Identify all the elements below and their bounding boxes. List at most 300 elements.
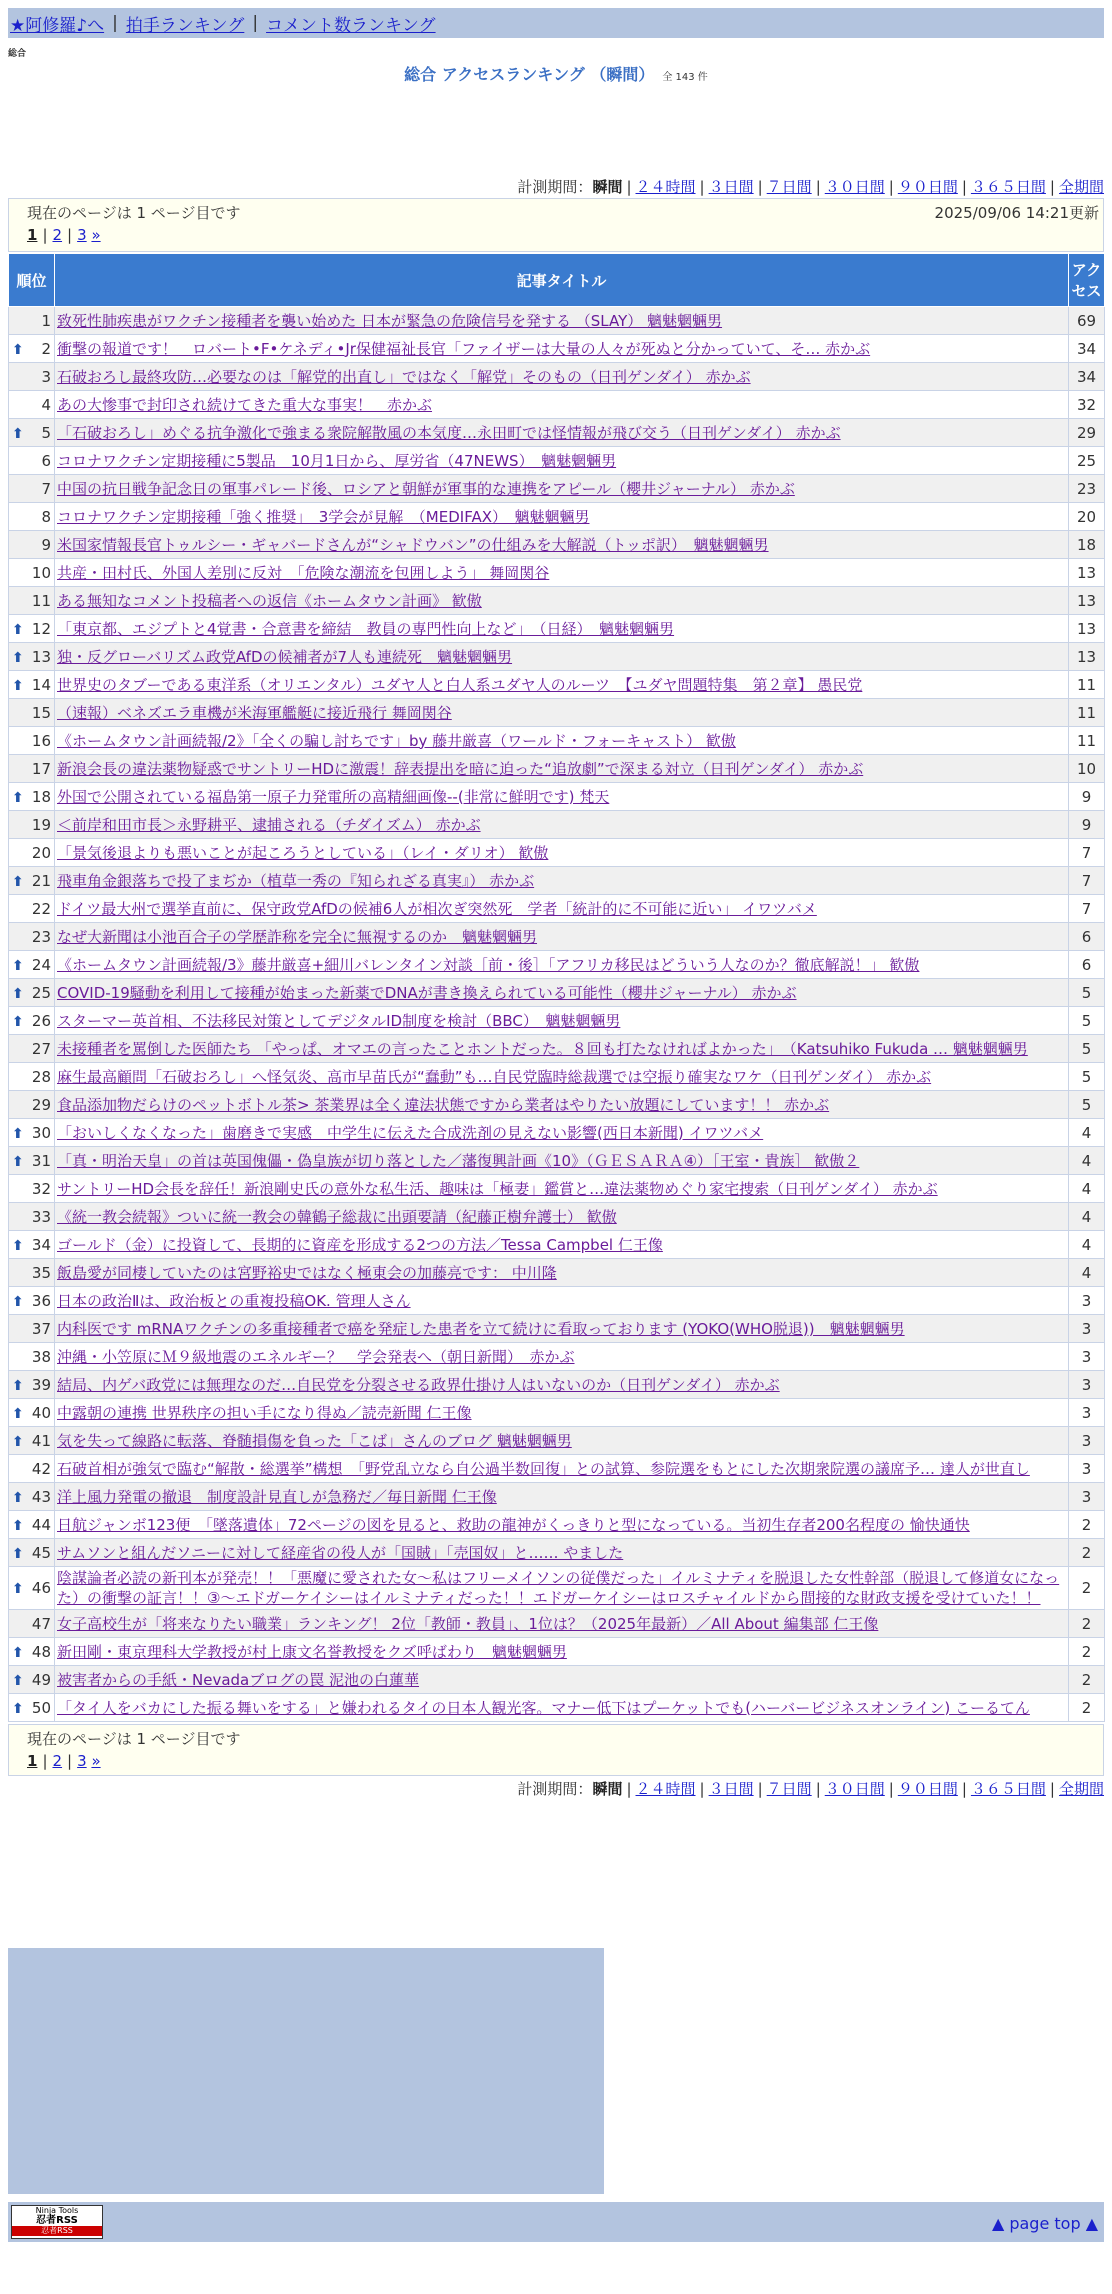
page-title-row [0, 62, 1112, 85]
article-link[interactable]: 陰謀論者必読の新刊本が発売！！「悪魔に愛された女～私はフリーメイソンの従僕だった」イルミナティを脱退した女性幹部（脱退して修道女になった）の衝撃の証言！！③～エドガーケイシーはイルミナティだった！！エドガーケイシーはロスチャイルドから間接的な財政支援を受けていた！！ [57, 1569, 1060, 1607]
page-link[interactable]: 3 [77, 1752, 87, 1770]
article-link[interactable]: 石破首相が強気で臨む“解散・総選挙”構想 「野党乱立なら自公過半数回復」との試算、参院選をもとにした次期衆院選の議席予… 達人が世直し [57, 1459, 1030, 1478]
article-link[interactable]: 被害者からの手紙・Nevadaブログの罠 泥池の白蓮華 [57, 1670, 420, 1689]
access-count: 2 [1069, 1567, 1105, 1610]
table-header [9, 254, 1105, 307]
period-link[interactable]: 全期間 [1058, 1780, 1104, 1798]
rank-cell [9, 895, 55, 923]
table-row [9, 783, 1105, 811]
title-cell [55, 1119, 1069, 1147]
article-link[interactable]: なぜ大新聞は小池百合子の学歴詐称を完全に無視するのか 魑魅魍魎男 [57, 927, 538, 946]
rank-cell [9, 839, 55, 867]
rank-number: 39 [31, 1375, 51, 1394]
access-count: 9 [1069, 811, 1105, 839]
title-cell [55, 1203, 1069, 1231]
access-count: 3 [1069, 1455, 1105, 1483]
article-link[interactable]: 世界史のタブーである東洋系（オリエンタル）ユダヤ人と白人系ユダヤ人のルーツ 【ユダヤ問題特集 第２章】 愚民党 [57, 675, 863, 694]
table-row [9, 391, 1105, 419]
clap-ranking-link[interactable]: 拍手ランキング [125, 15, 245, 36]
article-link[interactable]: 「景気後退よりも悪いことが起ころうとしている」（レイ・ダリオ） 歓傲 [57, 843, 549, 862]
access-count: 2 [1069, 1539, 1105, 1567]
access-count: 34 [1069, 363, 1105, 391]
access-count: 2 [1069, 1511, 1105, 1539]
access-count: 13 [1069, 615, 1105, 643]
separator: | [961, 178, 967, 196]
table-row [9, 559, 1105, 587]
rank-number: 42 [31, 1459, 51, 1478]
access-count: 3 [1069, 1315, 1105, 1343]
rank-number: 31 [31, 1151, 51, 1170]
period-link[interactable]: ３０日間 [824, 1780, 885, 1798]
article-link[interactable]: 洋上風力発電の撤退 制度設計見直しが急務だ／毎日新聞 仁王像 [57, 1487, 497, 1506]
table-row [9, 1399, 1105, 1427]
article-link[interactable]: 結局、内ゲバ政党には無理なのだ…自民党を分裂させる政界仕掛け人はいないのか（日刊ゲンダイ） 赤かぶ [57, 1375, 780, 1394]
rank-cell [9, 1399, 55, 1427]
top-nav [8, 8, 1104, 38]
rank-cell [9, 531, 55, 559]
title-cell [55, 867, 1069, 895]
page-current: 1 [27, 226, 38, 244]
title-cell [55, 1638, 1069, 1666]
pager-top [27, 226, 101, 244]
rank-up-arrow-icon: ⬆ [12, 1293, 24, 1310]
article-link[interactable]: 「真・明治天皇」の首は英国傀儡・偽皇族が切り落とした／藩復興計画《10》（ＧＥＳＡＲＡ④）［王室・貴族］ 歓傲２ [57, 1151, 860, 1170]
rank-cell [9, 1638, 55, 1666]
rank-up-arrow-icon: ⬆ [12, 1581, 24, 1597]
table-row [9, 1343, 1105, 1371]
title-cell [55, 671, 1069, 699]
rank-number: 26 [31, 1011, 51, 1030]
rank-cell [9, 503, 55, 531]
title-cell [55, 643, 1069, 671]
rank-up-arrow-icon: ⬆ [12, 621, 24, 638]
table-row [9, 1638, 1105, 1666]
rank-cell [9, 671, 55, 699]
rank-number: 12 [31, 619, 51, 638]
article-link[interactable]: コロナワクチン定期接種に5製品 10月1日から、厚労省（47NEWS） 魑魅魍魎男 [57, 451, 617, 470]
table-row [9, 1315, 1105, 1343]
footer-bar [8, 2202, 1104, 2242]
rank-cell [9, 475, 55, 503]
table-row [9, 419, 1105, 447]
access-count: 2 [1069, 1694, 1105, 1722]
article-link[interactable]: 中国の抗日戦争記念日の軍事パレード後、ロシアと朝鮮が軍事的な連携をアピール（櫻井ジャーナル） 赤かぶ [57, 479, 795, 498]
article-link[interactable]: 日本の政治Ⅱは、政治板との重複投稿OK. 管理人さん [57, 1291, 411, 1310]
logo-main-text: 忍者RSS [36, 2215, 78, 2226]
separator: | [67, 1752, 73, 1770]
table-row [9, 839, 1105, 867]
ninja-rss-logo[interactable] [11, 2205, 103, 2239]
period-selector-top [517, 176, 1104, 197]
access-count: 69 [1069, 307, 1105, 335]
rank-number: 16 [31, 731, 51, 750]
period-link[interactable]: ２４時間 [635, 1780, 696, 1798]
rank-up-arrow-icon: ⬆ [12, 1405, 24, 1422]
table-row [9, 727, 1105, 755]
table-row [9, 1091, 1105, 1119]
table-row [9, 503, 1105, 531]
rank-up-arrow-icon: ⬆ [12, 1013, 24, 1030]
table-row [9, 1371, 1105, 1399]
rank-cell [9, 1119, 55, 1147]
page-top-link[interactable]: ▲ page top ▲ [991, 2214, 1098, 2233]
article-link[interactable]: サントリーHD会長を辞任！新浪剛史氏の意外な私生活、趣味は「極妻」鑑賞と…違法薬物めぐり家宅捜索（日刊ゲンダイ） 赤かぶ [57, 1179, 938, 1198]
page-info-bottom [8, 1724, 1104, 1776]
table-row [9, 1175, 1105, 1203]
article-link[interactable]: 《統一教会続報》ついに統一教会の韓鶴子総裁に出頭要請（紀藤正樹弁護士） 歓傲 [57, 1207, 617, 1226]
article-link[interactable]: 「東京都、エジプトと4覚書・合意書を締結 教員の専門性向上など」 （日経） 魑魅魍魎男 [57, 619, 675, 638]
article-link[interactable]: 独・反グローバリズム政党AfDの候補者が7人も連続死 魑魅魍魎男 [57, 647, 513, 666]
title-cell [55, 475, 1069, 503]
period-selector-bottom [517, 1778, 1104, 1799]
rank-cell [9, 979, 55, 1007]
article-link[interactable]: 「おいしくなくなった」歯磨きで実感 中学生に伝えた合成洗剤の見えない影響(西日本新聞) イワツバメ [57, 1123, 764, 1142]
rank-up-arrow-icon: ⬆ [12, 789, 24, 806]
rank-up-arrow-icon: ⬆ [12, 1377, 24, 1394]
access-count: 18 [1069, 531, 1105, 559]
rank-up-arrow-icon: ⬆ [12, 1125, 24, 1142]
comment-ranking-link[interactable]: コメント数ランキング [266, 15, 436, 36]
table-row [9, 335, 1105, 363]
title-cell [55, 391, 1069, 419]
rank-cell [9, 643, 55, 671]
article-link[interactable]: 中露朝の連携 世界秩序の担い手になり得ぬ／読売新聞 仁王像 [57, 1403, 472, 1422]
period-link[interactable]: ７日間 [766, 1780, 812, 1798]
table-row [9, 979, 1105, 1007]
access-count: 25 [1069, 447, 1105, 475]
table-row [9, 1511, 1105, 1539]
separator: | [252, 13, 259, 33]
title-cell [55, 1371, 1069, 1399]
rank-number: 22 [31, 899, 51, 918]
table-row [9, 1427, 1105, 1455]
title-cell [55, 559, 1069, 587]
separator: | [42, 226, 48, 244]
title-cell [55, 1399, 1069, 1427]
article-link[interactable]: 新浪会長の違法薬物疑惑でサントリーHDに激震！辞表提出を暗に迫った“追放劇”で深まる対立（日刊ゲンダイ） 赤かぶ [57, 759, 864, 778]
rank-up-arrow-icon: ⬆ [12, 1700, 24, 1717]
rank-cell [9, 1287, 55, 1315]
title-cell [55, 1567, 1069, 1610]
article-link[interactable]: （速報）ベネズエラ車機が米海軍艦艇に接近飛行 舞岡関谷 [57, 703, 452, 722]
article-link[interactable]: 「石破おろし」めぐる抗争激化で強まる衆院解散風の本気度…永田町では怪情報が飛び交う（日刊ゲンダイ） 赤かぶ [57, 423, 841, 442]
rank-number: 6 [41, 451, 51, 470]
article-link[interactable]: 内科医です mRNAワクチンの多重接種者で癌を発症した患者を立て続けに看取っております (YOKO(WHO脱退)) 魑魅魍魎男 [57, 1319, 905, 1338]
rank-number: 4 [41, 395, 51, 414]
rank-cell [9, 1694, 55, 1722]
article-link[interactable]: コロナワクチン定期接種「強く推奨」 3学会が見解 （MEDIFAX） 魑魅魍魎男 [57, 507, 590, 526]
table-row [9, 923, 1105, 951]
article-link[interactable]: 食品添加物だらけのペットボトル茶> 茶業界は全く違法状態ですから業者はやりたい放題にしています！！ 赤かぶ [57, 1095, 830, 1114]
access-count: 4 [1069, 1231, 1105, 1259]
period-current: 瞬間 [592, 1780, 623, 1798]
access-count: 11 [1069, 727, 1105, 755]
rank-number: 23 [31, 927, 51, 946]
access-count: 5 [1069, 1063, 1105, 1091]
access-count: 11 [1069, 699, 1105, 727]
table-row [9, 1147, 1105, 1175]
rank-cell [9, 307, 55, 335]
table-row [9, 671, 1105, 699]
title-cell [55, 1147, 1069, 1175]
access-count: 9 [1069, 783, 1105, 811]
rank-cell [9, 1007, 55, 1035]
table-row [9, 1259, 1105, 1287]
page-link[interactable]: 2 [52, 1752, 63, 1770]
period-link[interactable]: ３日間 [708, 178, 754, 196]
rank-number: 15 [31, 703, 51, 722]
rank-cell [9, 811, 55, 839]
page-link[interactable]: 3 [77, 226, 87, 244]
period-label: 計測期間： [517, 1780, 593, 1798]
rank-cell [9, 1175, 55, 1203]
rank-number: 5 [41, 423, 51, 442]
article-link[interactable]: 致死性肺疾患がワクチン接種者を襲い始めた 日本が緊急の危険信号を発する （SLAY） 魑魅魍魎男 [57, 311, 723, 330]
access-count: 7 [1069, 839, 1105, 867]
table-row [9, 531, 1105, 559]
article-link[interactable]: 《ホームタウン計画続報/2》「全くの騙し討ちです」by 藤井厳喜（ワールド・フォーキャスト） 歓傲 [57, 731, 736, 750]
title-cell [55, 699, 1069, 727]
title-cell [55, 1610, 1069, 1638]
rank-number: 41 [31, 1431, 51, 1450]
rank-cell [9, 1231, 55, 1259]
title-cell [55, 307, 1069, 335]
rank-cell [9, 419, 55, 447]
separator: | [112, 13, 118, 33]
separator: | [1049, 1780, 1055, 1798]
access-count: 7 [1069, 895, 1105, 923]
article-link[interactable]: 石破おろし最終攻防…必要なのは「解党的出直し」ではなく「解党」そのもの（日刊ゲンダイ） 赤かぶ [57, 367, 751, 386]
table-row [9, 811, 1105, 839]
period-link[interactable]: ９０日間 [897, 1780, 958, 1798]
access-count: 3 [1069, 1371, 1105, 1399]
rank-number: 7 [41, 479, 51, 498]
rank-number: 28 [31, 1067, 51, 1086]
access-count: 4 [1069, 1259, 1105, 1287]
access-count: 2 [1069, 1666, 1105, 1694]
period-link[interactable]: ７日間 [766, 178, 812, 196]
ranking-rows [9, 307, 1105, 1722]
separator: | [699, 1780, 705, 1798]
rank-number: 46 [31, 1579, 51, 1597]
rank-cell [9, 755, 55, 783]
home-link[interactable]: ★阿修羅♪へ [10, 15, 105, 36]
title-cell [55, 811, 1069, 839]
separator: | [699, 178, 705, 196]
current-page-text: 現在のページは 1 ページ目です [27, 1730, 241, 1748]
rank-number: 21 [31, 871, 51, 890]
rank-number: 44 [31, 1515, 51, 1534]
title-cell [55, 839, 1069, 867]
rank-cell [9, 699, 55, 727]
access-count: 4 [1069, 1175, 1105, 1203]
table-row [9, 1483, 1105, 1511]
table-row [9, 1035, 1105, 1063]
title-cell [55, 755, 1069, 783]
title-cell [55, 1343, 1069, 1371]
article-link[interactable]: 未接種者を罵倒した医師たち 「やっぱ、オマエの言ったことホントだった。８回も打たなければよかった」 （Katsuhiko Fukuda … 魑魅魍魎男 [57, 1039, 1028, 1058]
table-row [9, 307, 1105, 335]
article-link[interactable]: 日航ジャンボ123便 「墜落遺体」72ページの図を見ると、救助の龍神がくっきりと型になっている。当初生存者200名程度の 愉快通快 [57, 1515, 970, 1534]
rank-number: 9 [41, 535, 51, 554]
separator: | [815, 1780, 821, 1798]
rank-up-arrow-icon: ⬆ [12, 1489, 24, 1506]
title-cell [55, 1035, 1069, 1063]
title-cell [55, 615, 1069, 643]
article-link[interactable]: ある無知なコメント投稿者への返信《ホームタウン計画》 歓傲 [57, 591, 482, 610]
rank-number: 17 [31, 759, 51, 778]
rank-cell [9, 783, 55, 811]
rank-cell [9, 1511, 55, 1539]
rank-number: 29 [31, 1095, 51, 1114]
title-cell [55, 419, 1069, 447]
article-link[interactable]: スターマー英首相、不法移民対策としてデジタルID制度を検討（BBC） 魑魅魍魎男 [57, 1011, 621, 1030]
period-link[interactable]: 全期間 [1058, 178, 1104, 196]
rank-number: 45 [31, 1543, 51, 1562]
rank-cell [9, 615, 55, 643]
period-link[interactable]: ９０日間 [897, 178, 958, 196]
next-page-link[interactable]: » [91, 1752, 101, 1770]
table-row [9, 615, 1105, 643]
separator: | [757, 178, 763, 196]
rank-up-arrow-icon: ⬆ [12, 1644, 24, 1661]
article-link[interactable]: 気を失って線路に転落、脊髄損傷を負った「こば」さんのブログ 魑魅魍魎男 [57, 1431, 572, 1450]
access-count: 5 [1069, 1091, 1105, 1119]
separator: | [626, 1780, 632, 1798]
title-cell [55, 1455, 1069, 1483]
title-cell [55, 895, 1069, 923]
rank-cell [9, 1666, 55, 1694]
article-link[interactable]: 「タイ人をバカにした振る舞いをする」と嫌われるタイの日本人観光客。マナー低下はプーケットでも(ハーバービジネスオンライン) こーるてん [57, 1698, 1030, 1717]
article-link[interactable]: 新田剛・東京理科大学教授が村上康文名誉教授をクズ呼ばわり 魑魅魍魎男 [57, 1642, 567, 1661]
rank-number: 40 [31, 1403, 51, 1422]
access-count: 5 [1069, 1007, 1105, 1035]
logo-top-text: Ninja Tools [35, 2206, 79, 2215]
table-row [9, 363, 1105, 391]
title-cell [55, 1063, 1069, 1091]
title-cell [55, 951, 1069, 979]
access-count: 13 [1069, 559, 1105, 587]
rank-cell [9, 1035, 55, 1063]
table-row [9, 1203, 1105, 1231]
rank-number: 37 [31, 1319, 51, 1338]
table-row [9, 1007, 1105, 1035]
rank-number: 35 [31, 1263, 51, 1282]
rank-up-arrow-icon: ⬆ [12, 649, 24, 666]
page-info-top [8, 198, 1104, 252]
period-current: 瞬間 [592, 178, 623, 196]
rank-number: 2 [41, 339, 51, 358]
article-link[interactable]: 麻生最高顧問「石破おろし」へ怪気炎、高市早苗氏が“蠢動”も…自民党臨時総裁選では空振り確実なワケ（日刊ゲンダイ） 赤かぶ [57, 1067, 932, 1086]
rank-cell [9, 727, 55, 755]
title-cell [55, 335, 1069, 363]
rank-number: 38 [31, 1347, 51, 1366]
rank-cell [9, 587, 55, 615]
period-link[interactable]: ３６５日間 [970, 1780, 1046, 1798]
page-link[interactable]: 2 [52, 226, 63, 244]
article-link[interactable]: サムソンと組んだソニーに対して経産省の役人が「国賊」「売国奴」と…… やました [57, 1543, 624, 1562]
rank-number: 18 [31, 787, 51, 806]
title-cell [55, 1666, 1069, 1694]
separator: | [42, 1752, 48, 1770]
rank-number: 48 [31, 1642, 51, 1661]
table-row [9, 755, 1105, 783]
rank-number: 49 [31, 1670, 51, 1689]
article-link[interactable]: 飛車角金銀落ちで投了まぢか（植草一秀の『知られざる真実』） 赤かぶ [57, 871, 535, 890]
rank-number: 1 [41, 311, 51, 330]
article-link[interactable]: 共産・田村氏、外国人差別に反対 「危険な潮流を包囲しよう」 舞岡関谷 [57, 563, 550, 582]
next-page-link[interactable]: » [91, 226, 101, 244]
access-count: 11 [1069, 671, 1105, 699]
rank-number: 43 [31, 1487, 51, 1506]
rank-number: 13 [31, 647, 51, 666]
period-link[interactable]: ３６５日間 [970, 178, 1046, 196]
article-link[interactable]: 外国で公開されている福島第一原子力発電所の高精細画像--(非常に鮮明です) 梵天 [57, 787, 610, 806]
title-cell [55, 979, 1069, 1007]
rank-cell [9, 1063, 55, 1091]
table-row [9, 1666, 1105, 1694]
article-link[interactable]: 米国家情報長官トゥルシー・ギャバードさんが“シャドウバン”の仕組みを大解説（トッポ訳） 魑魅魍魎男 [57, 535, 769, 554]
access-count: 3 [1069, 1483, 1105, 1511]
table-row [9, 1287, 1105, 1315]
article-link[interactable]: 女子高校生が「将来なりたい職業」ランキング！ 2位「教師・教員」、1位は？（2025年最新）／All About 編集部 仁王像 [57, 1614, 879, 1633]
rank-number: 24 [31, 955, 51, 974]
rank-cell [9, 447, 55, 475]
col-access-header: アクセス [1069, 254, 1105, 307]
title-cell [55, 531, 1069, 559]
access-count: 34 [1069, 335, 1105, 363]
rank-cell [9, 1539, 55, 1567]
separator: | [961, 1780, 967, 1798]
access-count: 3 [1069, 1427, 1105, 1455]
table-row [9, 1231, 1105, 1259]
article-link[interactable]: COVID-19騒動を利用して接種が始まった新薬でDNAが書き換えられている可能性（櫻井ジャーナル） 赤かぶ [57, 983, 797, 1002]
period-link[interactable]: ３日間 [708, 1780, 754, 1798]
article-link[interactable]: あの大惨事で封印され続けてきた重大な事実！ 赤かぶ [57, 395, 433, 414]
rank-number: 36 [31, 1291, 51, 1310]
article-link[interactable]: ＜前岸和田市長＞永野耕平、逮捕される（チダイズム） 赤かぶ [57, 815, 481, 834]
period-link[interactable]: ２４時間 [635, 178, 696, 196]
table-row [9, 1610, 1105, 1638]
table-row [9, 1694, 1105, 1722]
rank-number: 32 [31, 1179, 51, 1198]
rank-cell [9, 951, 55, 979]
article-link[interactable]: 沖縄・小笠原にＭ９級地震のエネルギー？ 学会発表へ（朝日新聞） 赤かぶ [57, 1347, 575, 1366]
logo-sub-text: 忍者RSS [12, 2226, 102, 2236]
title-cell [55, 1427, 1069, 1455]
title-cell [55, 447, 1069, 475]
separator: | [757, 1780, 763, 1798]
article-link[interactable]: ドイツ最大州で選挙直前に、保守政党AfDの候補6人が相次ぎ突然死 学者「統計的に不可能に近い」 イワツバメ [57, 899, 817, 918]
article-link[interactable]: 飯島愛が同棲していたのは宮野裕史ではなく極東会の加藤亮です： 中川隆 [57, 1263, 557, 1282]
updated-timestamp: 2025/09/06 14:21更新 [934, 204, 1099, 222]
rank-up-arrow-icon: ⬆ [12, 425, 24, 442]
article-link[interactable]: 《ホームタウン計画続報/3》藤井厳喜+細川バレンタイン対談［前・後］「アフリカ移民はどういう人なのか？徹底解説！」 歓傲 [57, 955, 920, 974]
period-link[interactable]: ３０日間 [824, 178, 885, 196]
article-link[interactable]: ゴールド（金）に投資して、長期的に資産を形成する2つの方法／Tessa Campbel 仁王像 [57, 1235, 663, 1254]
rank-number: 25 [31, 983, 51, 1002]
access-count: 23 [1069, 475, 1105, 503]
rank-up-arrow-icon: ⬆ [12, 1237, 24, 1254]
table-row [9, 1539, 1105, 1567]
article-link[interactable]: 衝撃の報道です！ ロバート•F•ケネディ•Jr保健福祉長官「ファイザーは大量の人々が死ぬと分かっていて、そ… 赤かぶ [57, 339, 871, 358]
access-count: 4 [1069, 1147, 1105, 1175]
access-count: 7 [1069, 867, 1105, 895]
category-label: 総合 [8, 49, 27, 59]
title-cell [55, 1483, 1069, 1511]
rank-up-arrow-icon: ⬆ [12, 1672, 24, 1689]
title-cell [55, 727, 1069, 755]
